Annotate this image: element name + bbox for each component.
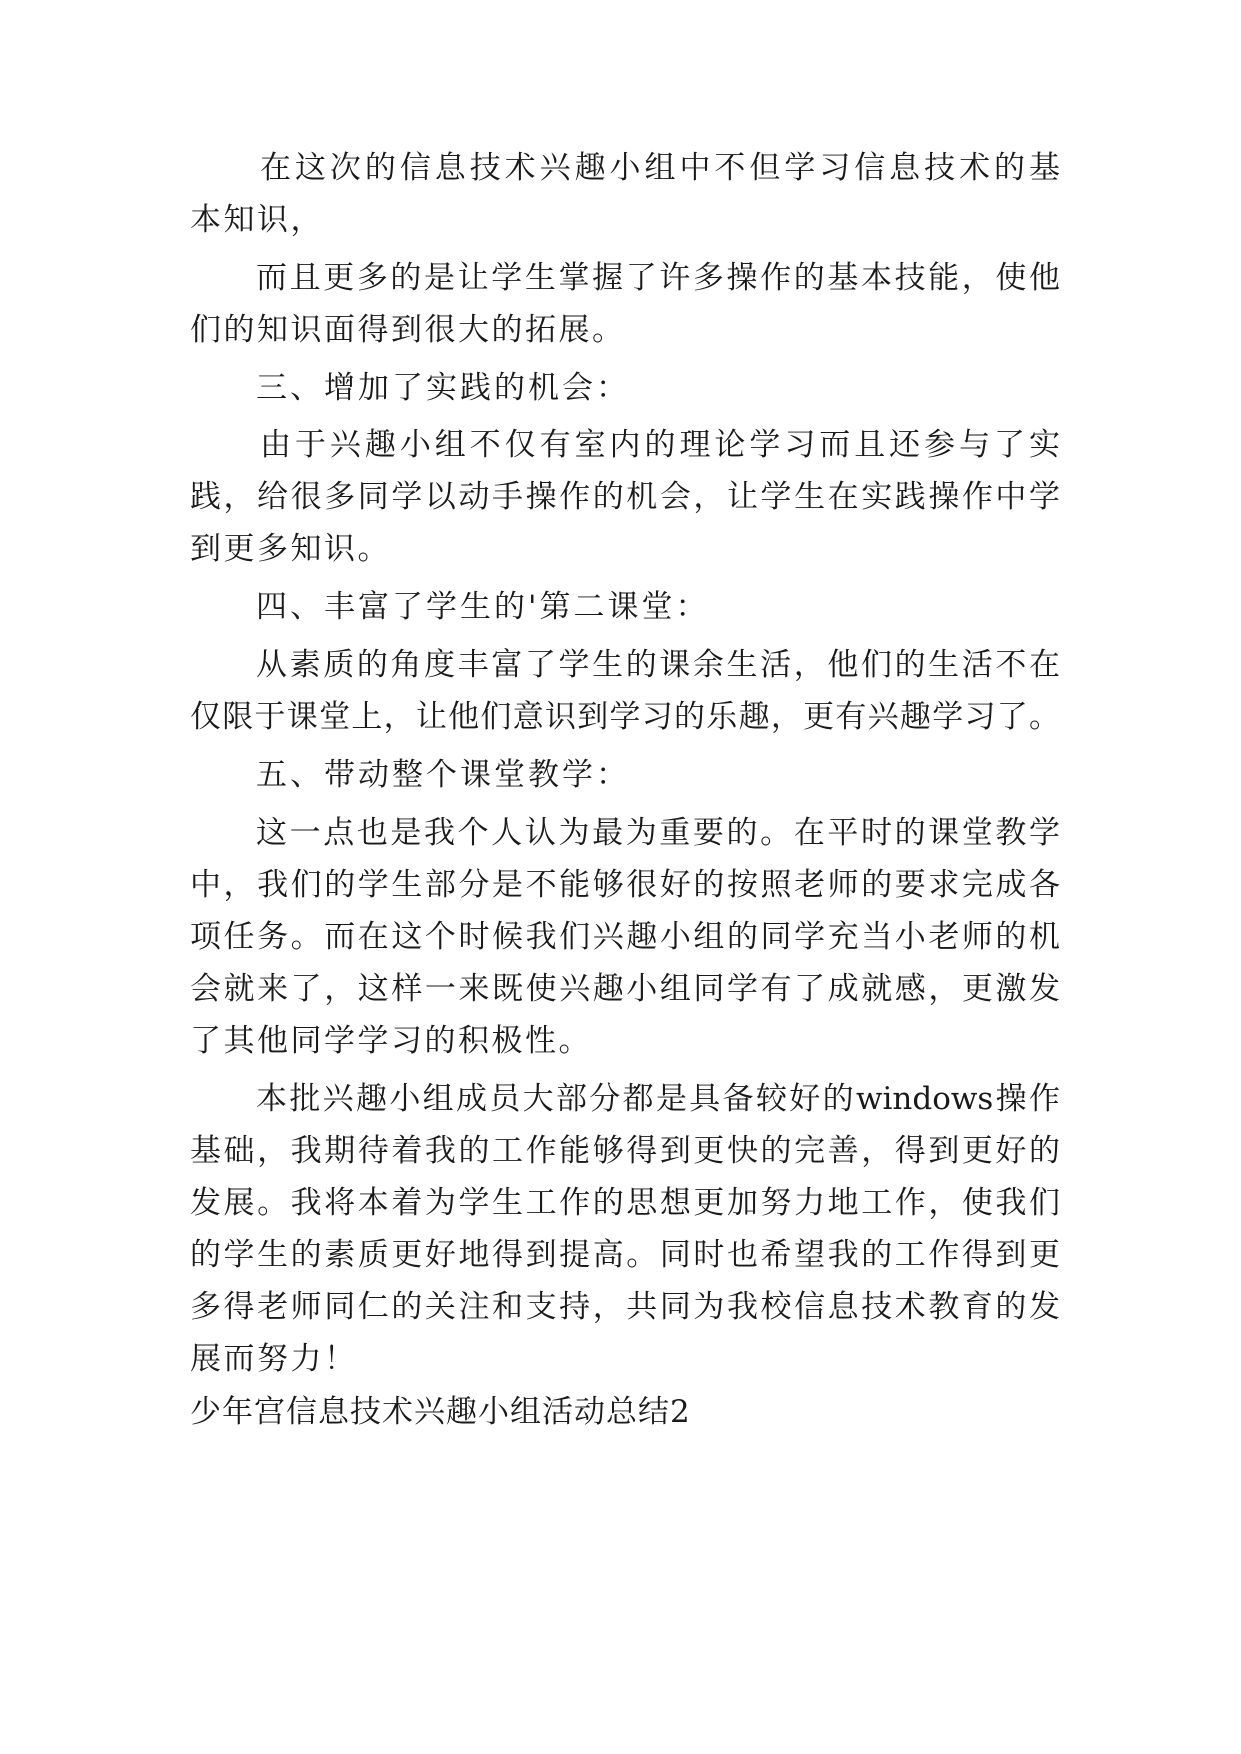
paragraph-line: 本知识，: [190, 202, 324, 238]
section-heading: 三、增加了实践的机会：: [256, 370, 630, 406]
section-heading: 五、带动整个课堂教学：: [256, 757, 630, 793]
paragraph-line: 在这次的信息技术兴趣小组中不但学习信息技术的基: [260, 150, 1060, 186]
paragraph-line: 这一点也是我个人认为最为重要的。在平时的课堂教学: [256, 815, 1060, 851]
paragraph-line: 到更多知识。: [190, 531, 391, 567]
paragraph-line: 从素质的角度丰富了学生的课余生活，他们的生活不在: [256, 647, 1060, 683]
paragraph-line: 的学生的素质更好地得到提高。同时也希望我的工作得到更: [190, 1237, 1060, 1273]
paragraph-line: 多得老师同仁的关注和支持，共同为我校信息技术教育的发: [190, 1289, 1060, 1325]
paragraph-line: 发展。我将本着为学生工作的思想更加努力地工作，使我们: [190, 1185, 1060, 1221]
paragraph-line: 践，给很多同学以动手操作的机会，让学生在实践操作中学: [190, 479, 1060, 515]
paragraph-line: 展而努力！: [190, 1341, 358, 1377]
paragraph-line: 本批兴趣小组成员大部分都是具备较好的windows操作: [256, 1081, 1060, 1117]
paragraph-line: 中，我们的学生部分是不能够很好的按照老师的要求完成各: [190, 867, 1060, 903]
paragraph-line: 基础，我期待着我的工作能够得到更快的完善，得到更好的: [190, 1133, 1060, 1169]
paragraph-line: 由于兴趣小组不仅有室内的理论学习而且还参与了实: [260, 427, 1060, 463]
section-heading: 四、丰富了学生的'第二课堂：: [256, 589, 710, 625]
paragraph-line: 仅限于课堂上，让他们意识到学习的乐趣，更有兴趣学习了。: [190, 699, 1060, 735]
next-section-title: 少年宫信息技术兴趣小组活动总结2: [190, 1394, 691, 1430]
paragraph-line: 们的知识面得到很大的拓展。: [190, 312, 626, 348]
paragraph-line: 而且更多的是让学生掌握了许多操作的基本技能，使他: [256, 260, 1060, 296]
paragraph-line: 项任务。而在这个时候我们兴趣小组的同学充当小老师的机: [190, 919, 1060, 955]
paragraph-line: 了其他同学学习的积极性。: [190, 1023, 592, 1059]
paragraph-line: 会就来了，这样一来既使兴趣小组同学有了成就感，更激发: [190, 971, 1060, 1007]
